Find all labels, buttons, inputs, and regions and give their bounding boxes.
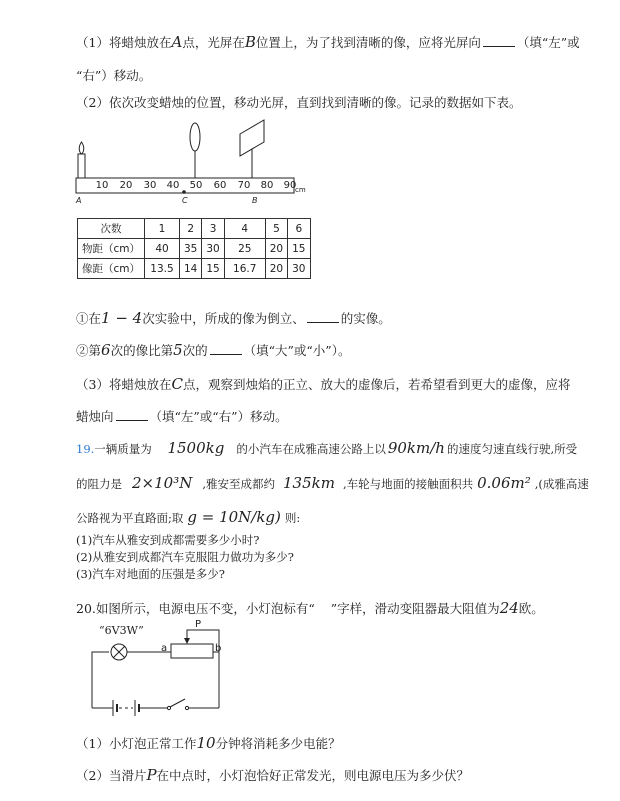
question-19-line-3 — [76, 508, 300, 527]
question-19-line-1 — [76, 439, 577, 458]
text: （2）依次改变蜡烛的位置，移动光屏，直到找到清晰的像。记录的数据如下表。 — [76, 95, 522, 110]
tick-label: 30 — [143, 180, 157, 191]
text: 20.如图所示，电源电压不变，小灯泡标有“ — [76, 601, 315, 616]
table-cell: 15 — [288, 239, 310, 259]
math-5: 5 — [173, 341, 183, 359]
point-a-label: A — [76, 196, 82, 205]
text: 蜡烛向 — [76, 409, 114, 424]
table-cell: 次数 — [78, 219, 145, 239]
switch-icon — [167, 699, 188, 710]
text: ①在 — [76, 311, 102, 326]
text: 一辆质量为 — [94, 442, 152, 456]
table-cell: 30 — [288, 259, 310, 279]
text: 次的像比第 — [110, 343, 174, 358]
question-19-line-2 — [76, 474, 589, 493]
data-table — [77, 218, 311, 279]
question-20-sub-2 — [76, 766, 469, 785]
optical-bench-diagram — [74, 116, 324, 206]
math-10: 10 — [196, 734, 216, 752]
table-cell: 20 — [265, 239, 287, 259]
table-cell: 14 — [180, 259, 202, 279]
lens-icon — [190, 123, 200, 151]
lamp-label: “6V3W” — [99, 624, 144, 637]
question-part-1-cont — [76, 67, 151, 85]
slider-arrow-icon — [184, 638, 190, 644]
text: ,车轮与地面的接触面积共 — [342, 477, 474, 491]
terminal-b-label: b — [215, 643, 222, 654]
text: 次实验中，所成的像为倒立、 — [142, 311, 305, 326]
text: 的实像。 — [340, 311, 391, 326]
tick-label: 80 — [260, 180, 274, 191]
text: （1）小灯泡正常工作 — [76, 736, 197, 751]
question-19-sub-1: (1)汽车从雅安到成都需要多少小时? — [76, 533, 260, 547]
math-force: 2×10³N — [132, 474, 193, 492]
math-mass: 1500kg — [167, 439, 225, 457]
text: ②第 — [76, 343, 102, 358]
table-cell: 40 — [145, 239, 180, 259]
table-cell: 30 — [202, 239, 224, 259]
table-header-row — [78, 219, 311, 239]
answer-blank — [210, 344, 242, 355]
table-cell: 像距（cm） — [78, 259, 145, 279]
text: 的速度匀速直线行驶,所受 — [446, 442, 578, 456]
math-24: 24 — [499, 599, 519, 617]
circuit-diagram — [89, 618, 239, 718]
question-part-2 — [76, 94, 521, 112]
math-B: B — [244, 33, 256, 51]
tick-label: 10 — [95, 180, 109, 191]
tick-label: 50 — [189, 180, 203, 191]
text: （3）将蜡烛放在 — [76, 377, 172, 392]
text: 欧。 — [518, 601, 544, 616]
tick-label: 90 — [283, 180, 297, 191]
question-19-sub-3: (3)汽车对地面的压强是多少? — [76, 567, 225, 581]
table-cell: 25 — [224, 239, 265, 259]
flame-icon — [79, 142, 84, 154]
text: ”字样，滑动变阻器最大阻值为 — [330, 601, 500, 616]
table-cell: 13.5 — [145, 259, 180, 279]
text: 的阻力是 — [76, 477, 122, 491]
table-cell: 3 — [202, 219, 224, 239]
text: 则: — [284, 511, 301, 525]
table-cell: 6 — [288, 219, 310, 239]
question-part-3 — [76, 375, 570, 394]
table-cell: 35 — [180, 239, 202, 259]
answer-blank — [483, 36, 515, 47]
text: “右”）移动。 — [76, 68, 152, 83]
table-cell: 1 — [145, 219, 180, 239]
text: 位置上，为了找到清晰的像，应将光屏向 — [255, 35, 481, 50]
table-cell: 2 — [180, 219, 202, 239]
answer-blank — [116, 410, 148, 421]
question-part-1 — [76, 33, 580, 52]
tick-label: 40 — [166, 180, 180, 191]
tick-label: 60 — [213, 180, 227, 191]
text: 分钟将消耗多少电能？ — [215, 736, 341, 751]
text: （1）将蜡烛放在 — [76, 35, 172, 50]
text: ,雅安至成都约 — [202, 477, 275, 491]
question-subpart-1 — [76, 309, 391, 328]
question-part-3-cont — [76, 408, 288, 426]
text: （2）当滑片 — [76, 768, 147, 783]
table-cell: 5 — [265, 219, 287, 239]
point-c-label: C — [182, 196, 188, 205]
candle-icon — [78, 154, 85, 178]
table-row — [78, 239, 311, 259]
question-number: 19. — [76, 442, 95, 456]
text: 点，光屏在 — [182, 35, 245, 50]
math-P: P — [146, 766, 157, 784]
text: （填“大”或“小”）。 — [243, 343, 351, 358]
math-gravity: g = 10N/kg) — [187, 508, 281, 526]
table-cell: 20 — [265, 259, 287, 279]
point-c-dot — [182, 190, 186, 194]
table-cell: 物距（cm） — [78, 239, 145, 259]
battery-icon — [113, 700, 139, 716]
text: 的小汽车在成雅高速公路上以 — [236, 442, 386, 456]
question-19-sub-2: (2)从雅安到成都汽车克服阻力做功为多少? — [76, 550, 294, 564]
math-A: A — [171, 33, 183, 51]
table-cell: 15 — [202, 259, 224, 279]
unit-label: cm — [295, 186, 306, 194]
text: 在中点时，小灯泡恰好正常发光，则电源电压为多少伏？ — [156, 768, 470, 783]
table-cell: 16.7 — [224, 259, 265, 279]
answer-blank — [307, 312, 339, 323]
question-20-line-1 — [76, 599, 544, 618]
table-row — [78, 259, 311, 279]
text: （填“左”或 — [516, 35, 580, 50]
math-C: C — [171, 375, 183, 393]
math-area: 0.06m² — [477, 474, 531, 492]
math-speed: 90km/h — [387, 439, 445, 457]
question-20-sub-1 — [76, 734, 341, 753]
slider-p-label: P — [195, 619, 202, 630]
table-cell: 4 — [224, 219, 265, 239]
text: 次的 — [182, 343, 208, 358]
question-subpart-2 — [76, 341, 350, 360]
rheostat-icon — [171, 644, 213, 658]
tick-label: 70 — [237, 180, 251, 191]
text: 点，观察到烛焰的正立、放大的虚像后，若希望看到更大的虚像，应将 — [182, 377, 571, 392]
math-distance: 135km — [283, 474, 335, 492]
text: ,(成雅高速 — [534, 477, 589, 491]
text: （填“左”或“右”）移动。 — [149, 409, 288, 424]
math-range: 1 − 4 — [101, 309, 143, 327]
terminal-a-label: a — [161, 643, 168, 654]
math-6: 6 — [101, 341, 111, 359]
tick-label: 20 — [119, 180, 133, 191]
text: 公路视为平直路面;取 — [76, 511, 184, 525]
point-b-label: B — [252, 196, 258, 205]
